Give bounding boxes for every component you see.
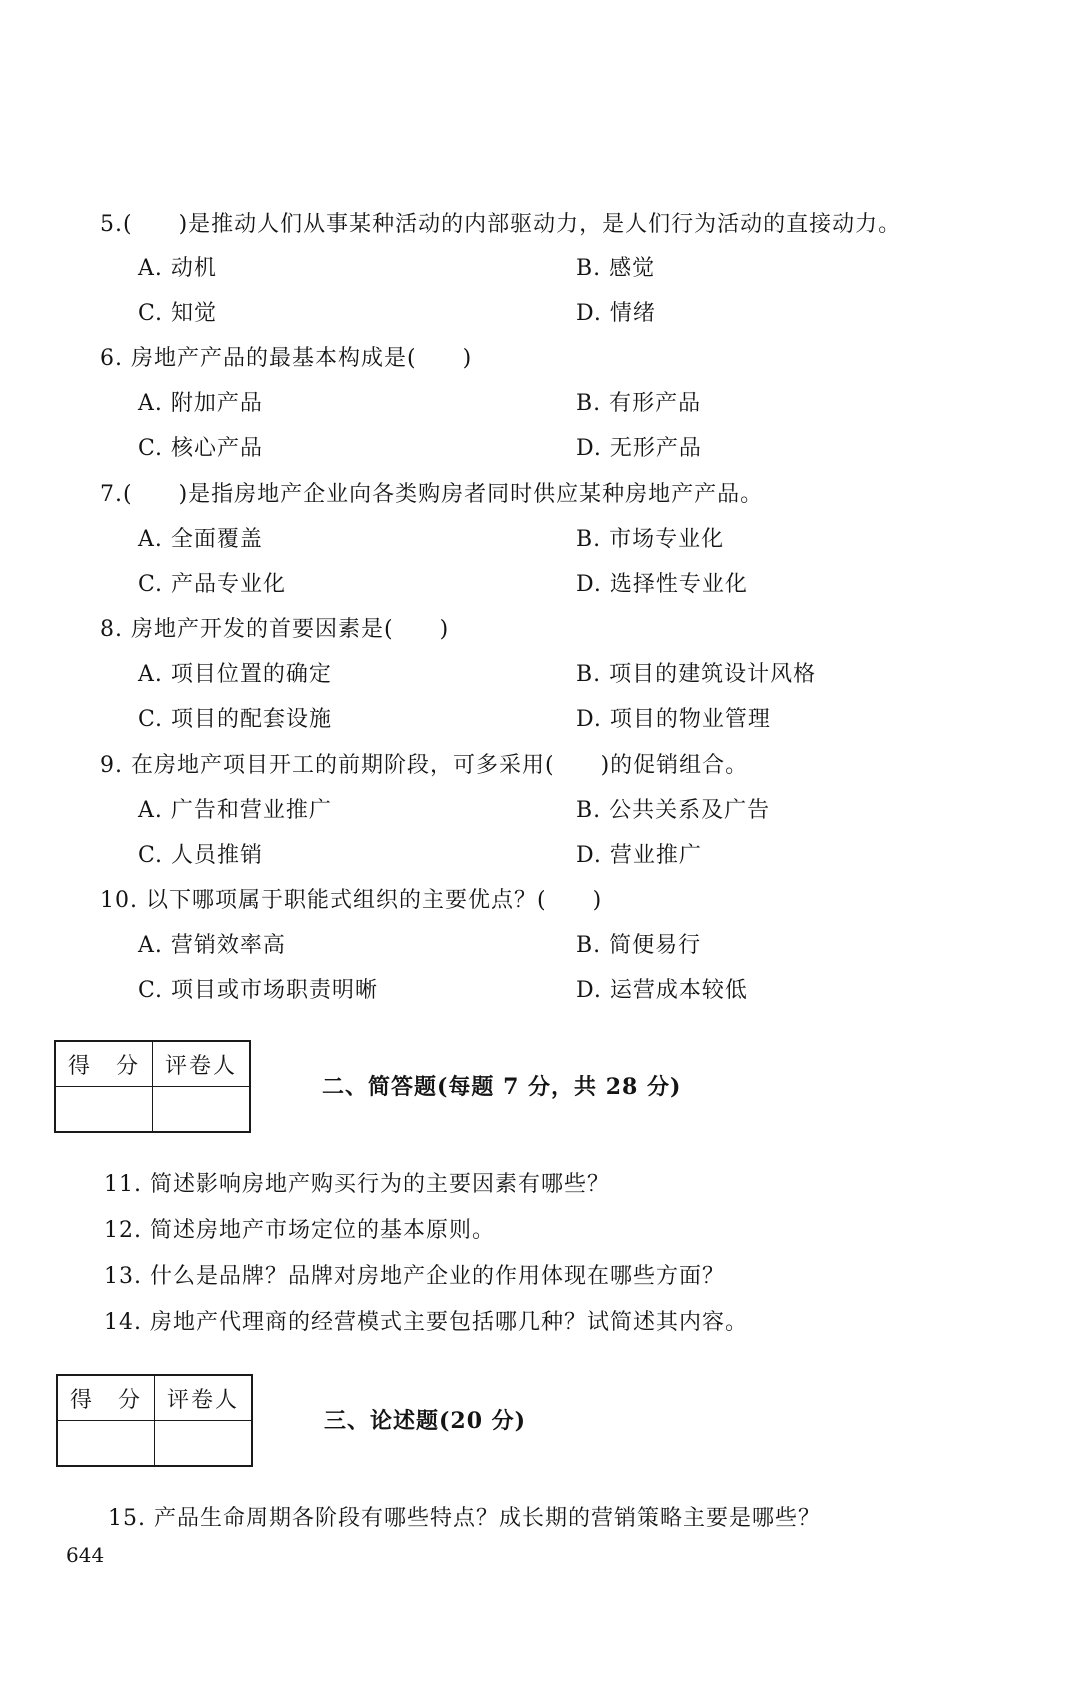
grader-label: 评卷人	[153, 1041, 251, 1087]
score-table-section-2	[54, 1040, 251, 1133]
question-9-option-b: B. 公共关系及广告	[576, 798, 771, 823]
question-8-option-b: B. 项目的建筑设计风格	[576, 662, 817, 687]
question-8-option-c: C. 项目的配套设施	[138, 707, 333, 732]
section-3-title: 三、论述题(20 分)	[324, 1408, 527, 1434]
question-10-option-c: C. 项目或市场职责明晰	[138, 978, 379, 1003]
question-6-option-a: A. 附加产品	[138, 391, 263, 416]
question-7-option-d: D. 选择性专业化	[576, 572, 748, 597]
question-10-option-a: A. 营销效率高	[138, 933, 286, 958]
question-11: 11. 简述影响房地产购买行为的主要因素有哪些？	[104, 1172, 610, 1197]
score-cell	[55, 1087, 153, 1133]
question-10-stem: 10. 以下哪项属于职能式组织的主要优点？( )	[100, 888, 603, 913]
question-9-option-d: D. 营业推广	[576, 843, 702, 868]
question-5-option-a: A. 动机	[138, 256, 217, 281]
question-10-option-b: B. 简便易行	[576, 933, 702, 958]
question-12: 12. 简述房地产市场定位的基本原则。	[104, 1218, 495, 1243]
question-13: 13. 什么是品牌？品牌对房地产企业的作用体现在哪些方面？	[104, 1264, 725, 1289]
question-9-stem: 9. 在房地产项目开工的前期阶段，可多采用( )的促销组合。	[100, 753, 749, 778]
question-6-option-c: C. 核心产品	[138, 436, 264, 461]
question-7-option-c: C. 产品专业化	[138, 572, 287, 597]
score-label: 得 分	[55, 1041, 153, 1087]
question-9-option-a: A. 广告和营业推广	[138, 798, 332, 823]
question-8-stem: 8. 房地产开发的首要因素是( )	[100, 617, 450, 642]
question-5-stem: 5.( )是推动人们从事某种活动的内部驱动力，是人们行为活动的直接动力。	[100, 212, 902, 237]
question-6-option-d: D. 无形产品	[576, 436, 702, 461]
question-15: 15. 产品生命周期各阶段有哪些特点？成长期的营销策略主要是哪些？	[108, 1506, 821, 1531]
question-8-option-d: D. 项目的物业管理	[576, 707, 771, 732]
score-cell	[57, 1421, 155, 1467]
question-5-option-d: D. 情绪	[576, 301, 656, 326]
section-2-title: 二、简答题(每题 7 分，共 28 分)	[322, 1074, 682, 1100]
question-5-option-c: C. 知觉	[138, 301, 218, 326]
question-14: 14. 房地产代理商的经营模式主要包括哪几种？试简述其内容。	[104, 1310, 748, 1335]
score-label: 得 分	[57, 1375, 155, 1421]
question-6-stem: 6. 房地产产品的最基本构成是( )	[100, 346, 473, 371]
question-6-option-b: B. 有形产品	[576, 391, 702, 416]
question-7-option-a: A. 全面覆盖	[138, 527, 263, 552]
question-7-option-b: B. 市场专业化	[576, 527, 725, 552]
page-number: 644	[66, 1543, 105, 1567]
question-8-option-a: A. 项目位置的确定	[138, 662, 332, 687]
grader-cell	[153, 1087, 251, 1133]
question-7-stem: 7.( )是指房地产企业向各类购房者同时供应某种房地产产品。	[100, 482, 764, 507]
question-5-option-b: B. 感觉	[576, 256, 656, 281]
grader-cell	[155, 1421, 253, 1467]
grader-label: 评卷人	[155, 1375, 253, 1421]
question-9-option-c: C. 人员推销	[138, 843, 264, 868]
score-table-section-3	[56, 1374, 253, 1467]
question-10-option-d: D. 运营成本较低	[576, 978, 748, 1003]
